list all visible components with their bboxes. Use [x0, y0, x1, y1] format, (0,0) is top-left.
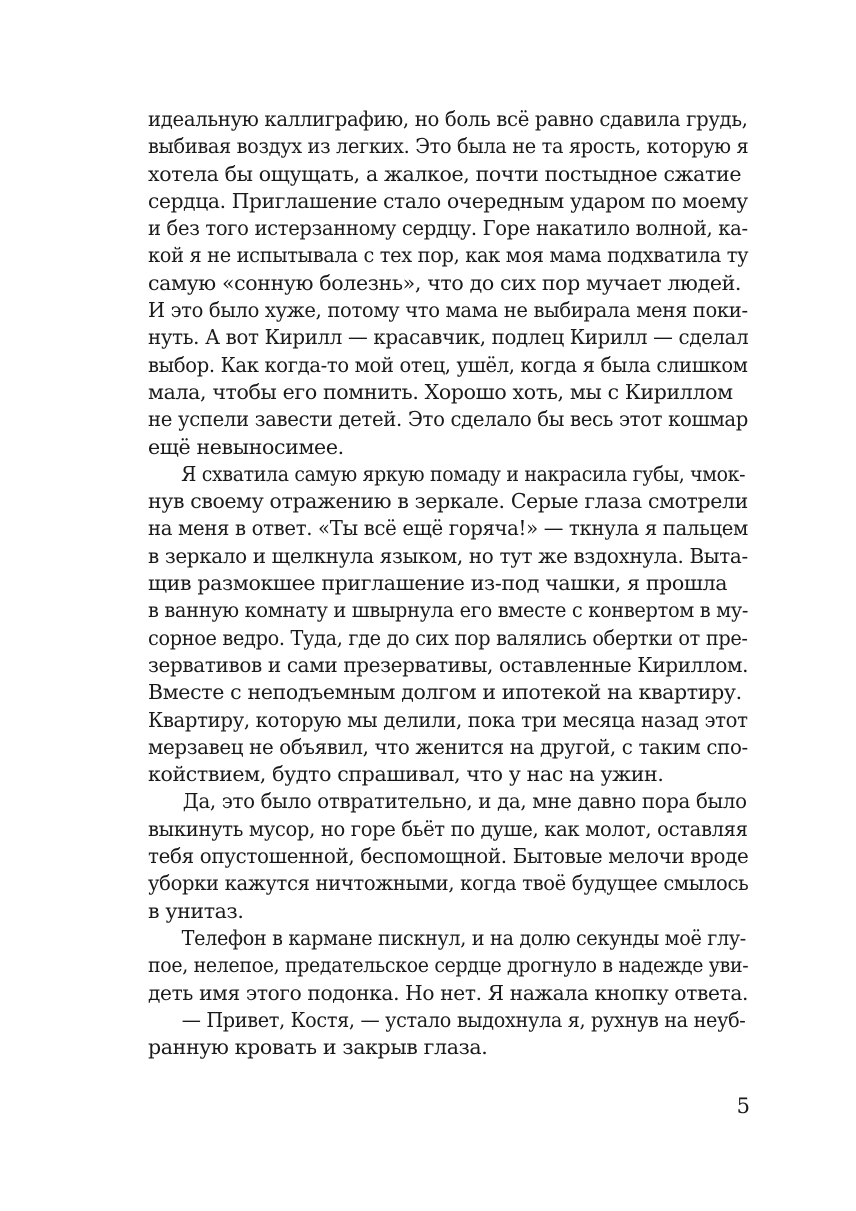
- body-text: [148, 106, 748, 1061]
- text-line: кой я не испытывала с тех пор, как моя мама подхватила ту: [148, 243, 749, 268]
- text-line: ранную кровать и закрыв глаза.: [148, 1035, 488, 1060]
- text-line: выбор. Как когда-то мой отец, ушёл, когда я была слишком: [148, 352, 748, 377]
- text-line: самую «сонную болезнь», что до сих пор мучает людей.: [148, 270, 742, 295]
- text-line: и без того истерзанному сердцу. Горе накатило волной, ка-: [148, 216, 748, 241]
- text-line: мерзавец не объявил, что женится на другой, с таким спо-: [148, 734, 748, 759]
- text-line: деть имя этого подонка. Но нет. Я нажала кнопку ответа.: [148, 980, 749, 1005]
- text-line: пое, нелепое, предательское сердце дрогнуло в надежде уви-: [148, 953, 749, 978]
- text-line: выкинуть мусор, но горе бьёт по душе, как молот, оставляя: [148, 816, 748, 841]
- text-line: сорное ведро. Туда, где до сих пор валялись обертки от пре-: [148, 625, 748, 650]
- text-line: зервативов и сами презервативы, оставленные Кириллом.: [148, 652, 749, 677]
- text-line: на меня в ответ. «Ты всё ещё горяча!» — ткнула я пальцем: [148, 516, 748, 541]
- text-line: ещё невыносимее.: [148, 434, 344, 459]
- paragraph-first-line: Я схватила самую яркую помаду и накрасила губы, чмок-: [181, 461, 746, 486]
- text-line: нув своему отражению в зеркале. Серые глаза смотрели: [148, 489, 748, 514]
- text-line: не успели завести детей. Это сделало бы весь этот кошмар: [148, 407, 749, 432]
- text-line: в ванную комнату и швырнула его вместе с конвертом в му-: [148, 598, 749, 623]
- text-line: идеальную каллиграфию, но боль всё равно сдавила грудь,: [148, 107, 748, 131]
- text-line: тебя опустошенной, беспомощной. Бытовые мелочи вроде: [148, 844, 749, 869]
- text-line: выбивая воздух из легких. Это была не та ярость, которую я: [148, 134, 749, 159]
- text-line: И это было хуже, потому что мама не выбирала меня поки-: [148, 298, 748, 323]
- paragraph-first-line: Да, это было отвратительно, и да, мне давно пора было: [182, 789, 747, 814]
- text-line: сердца. Приглашение стало очередным ударом по моему: [148, 188, 748, 213]
- text-line: уборки кажутся ничтожными, когда твоё будущее смылось: [148, 871, 749, 896]
- text-line: койствием, будто спрашивал, что у нас на ужин.: [148, 762, 664, 787]
- text-line: хотела бы ощущать, а жалкое, почти постыдное сжатие: [148, 161, 742, 186]
- paragraph-first-line: — Привет, Костя, — устало выдохнула я, рухнув на неуб-: [181, 1007, 746, 1032]
- text-line: в унитаз.: [148, 898, 244, 923]
- paragraph-first-line: Телефон в кармане пискнул, и на долю секунды моё глу-: [181, 925, 746, 950]
- text-line: мала, чтобы его помнить. Хорошо хоть, мы с Кириллом: [148, 379, 733, 404]
- text-line: нуть. А вот Кирилл — красавчик, подлец Кирилл — сделал: [148, 325, 749, 350]
- text-line: Вместе с неподъемным долгом и ипотекой на квартиру.: [148, 680, 742, 705]
- text-line: щив размокшее приглашение из-под чашки, я прошла: [148, 571, 728, 596]
- text-line: в зеркало и щелкнула языком, но тут же вздохнула. Выта-: [148, 543, 748, 568]
- page-number: 5: [736, 1094, 750, 1118]
- text-line: Квартиру, которую мы делили, пока три месяца назад этот: [148, 707, 748, 732]
